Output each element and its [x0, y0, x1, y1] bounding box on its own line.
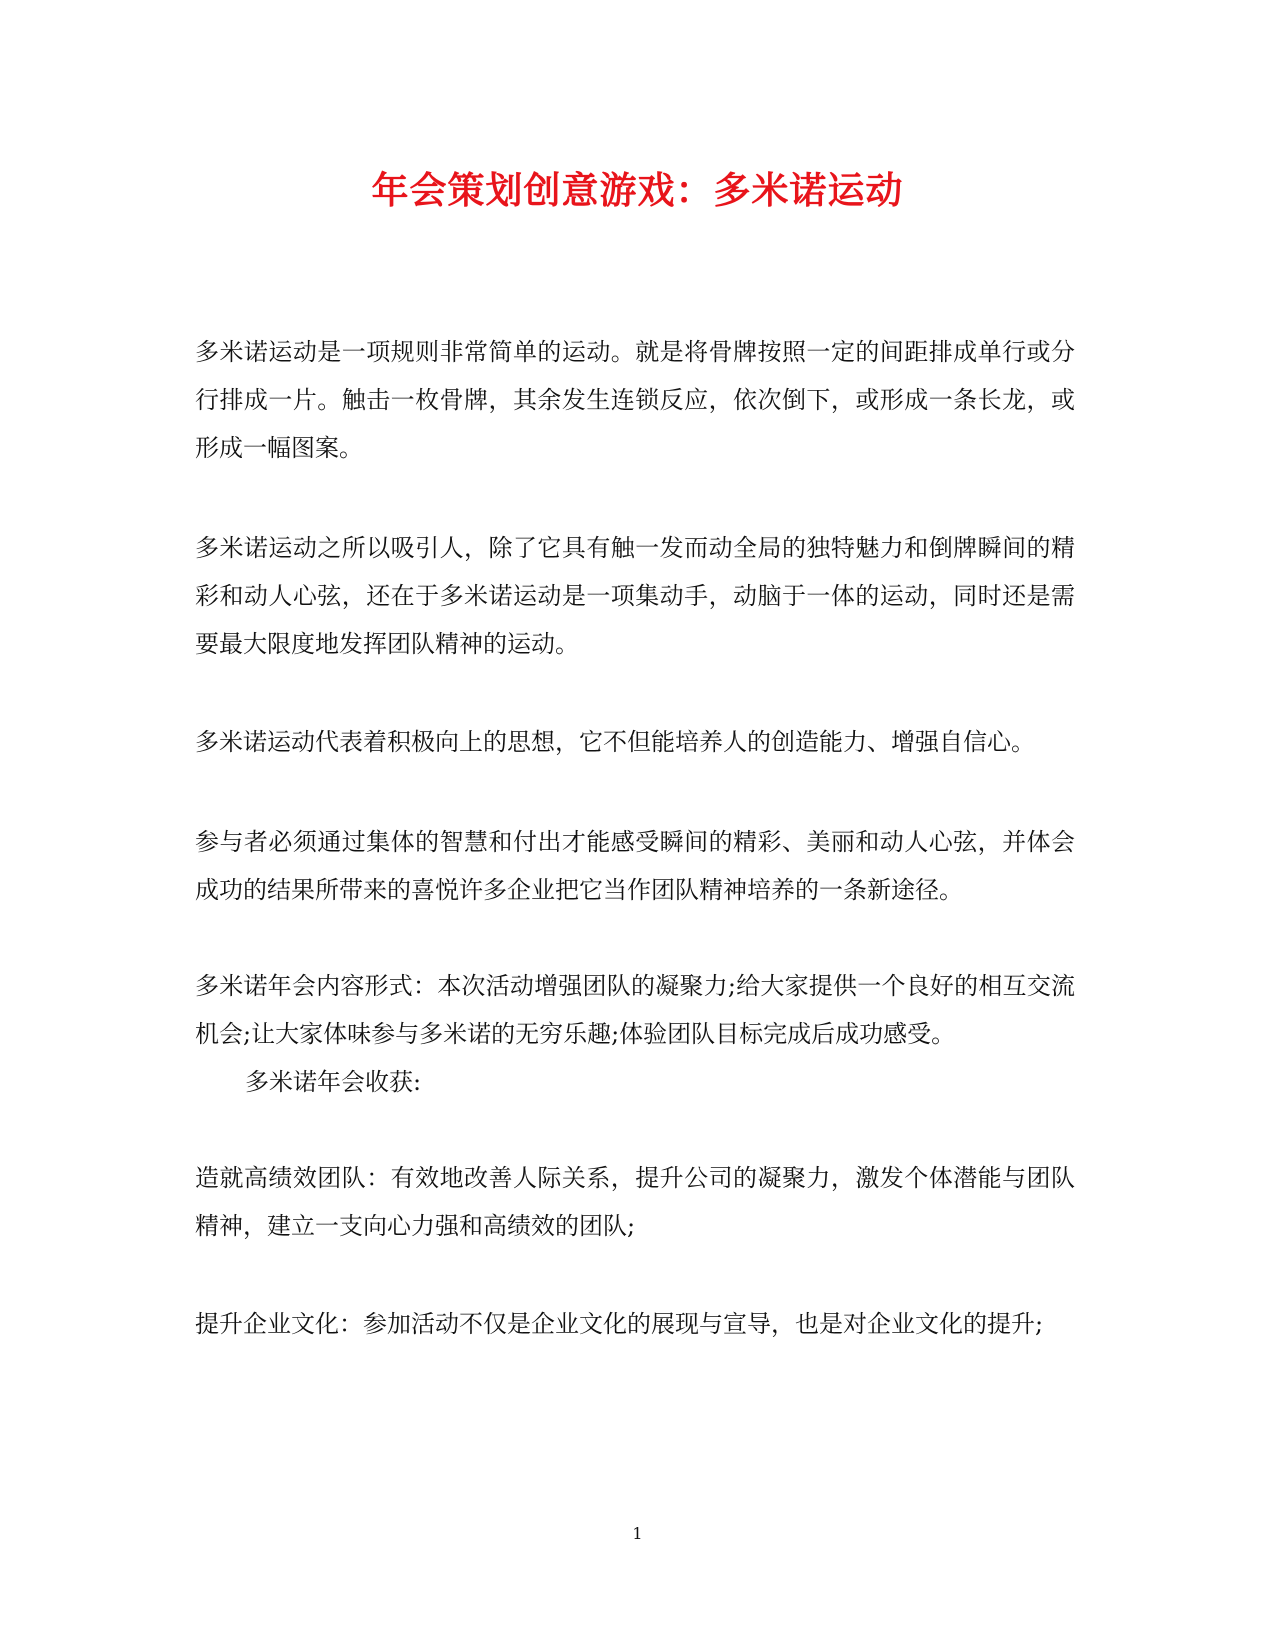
- paragraph-gains-heading: 多米诺年会收获:: [245, 1068, 422, 1096]
- paragraph-high-performance-team: 造就高绩效团队：有效地改善人际关系，提升公司的凝聚力，激发个体潜能与团队精神，建立一支向心力强和高绩效的团队;: [195, 1164, 1075, 1240]
- document-title: 年会策划创意游戏：多米诺运动: [371, 168, 904, 212]
- paragraph-content-format: 多米诺年会内容形式：本次活动增强团队的凝聚力;给大家提供一个良好的相互交流机会;让大家体味参与多米诺的无穷乐趣;体验团队目标完成后成功感受。: [195, 972, 1075, 1048]
- page-number: 1: [632, 1524, 643, 1543]
- paragraph-participants: 参与者必须通过集体的智慧和付出才能感受瞬间的精彩、美丽和动人心弦，并体会成功的结果所带来的喜悦许多企业把它当作团队精神培养的一条新途径。: [195, 828, 1075, 904]
- paragraph-corporate-culture: 提升企业文化：参加活动不仅是企业文化的展现与宣导，也是对企业文化的提升;: [195, 1310, 1044, 1338]
- paragraph-meaning: 多米诺运动代表着积极向上的思想，它不但能培养人的创造能力、增强自信心。: [195, 728, 1035, 756]
- paragraph-intro: 多米诺运动是一项规则非常简单的运动。就是将骨牌按照一定的间距排成单行或分行排成一片。触击一枚骨牌，其余发生连锁反应，依次倒下，或形成一条长龙，或形成一幅图案。: [195, 338, 1075, 462]
- paragraph-appeal: 多米诺运动之所以吸引人，除了它具有触一发而动全局的独特魅力和倒牌瞬间的精彩和动人心弦，还在于多米诺运动是一项集动手，动脑于一体的运动，同时还是需要最大限度地发挥团队精神的运动。: [195, 534, 1075, 658]
